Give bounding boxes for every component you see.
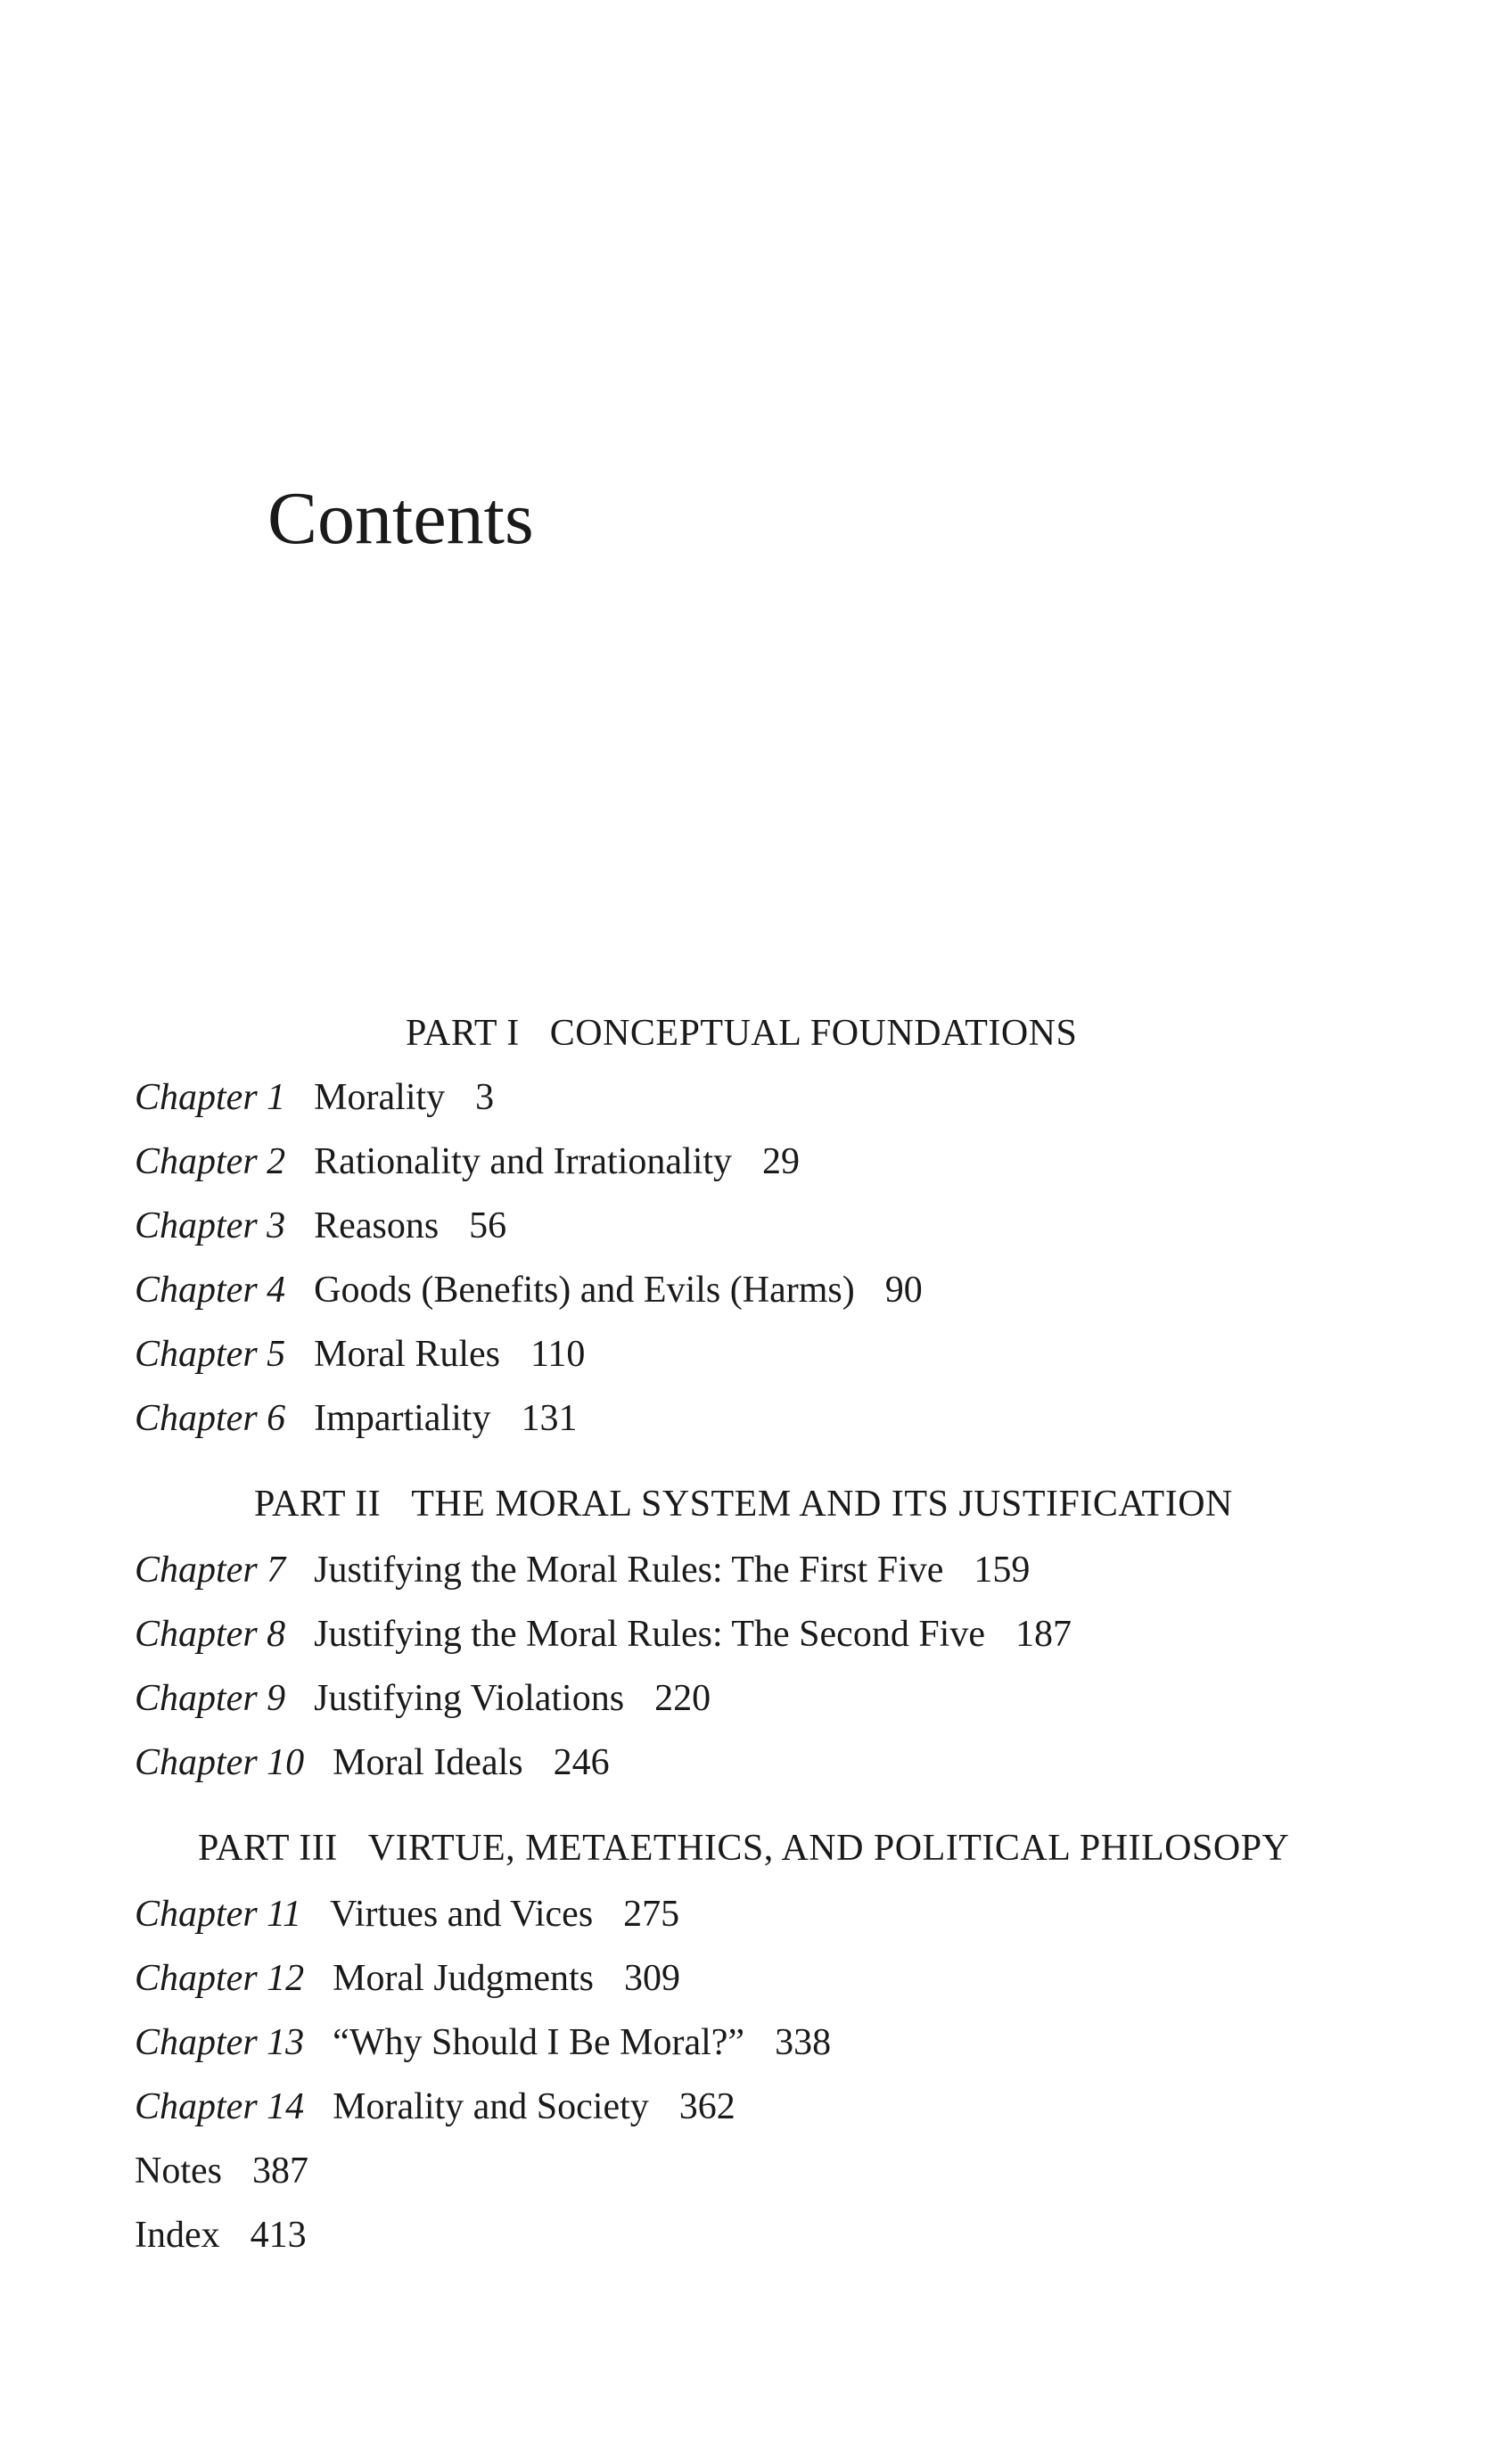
chapter-label: Chapter 2 bbox=[135, 1141, 286, 1182]
chapter-title: Justifying the Moral Rules: The Second Five bbox=[314, 1614, 985, 1655]
toc-entry-chapter-3[interactable] bbox=[135, 1207, 506, 1245]
chapter-label: Chapter 11 bbox=[135, 1894, 302, 1935]
chapter-title: Impartiality bbox=[314, 1398, 491, 1439]
chapter-title: Justifying Violations bbox=[314, 1678, 625, 1719]
toc-entry-chapter-11[interactable] bbox=[135, 1896, 679, 1933]
chapter-label: Chapter 9 bbox=[135, 1678, 286, 1719]
page-number: 131 bbox=[521, 1398, 578, 1439]
toc-entry-chapter-5[interactable] bbox=[135, 1336, 585, 1373]
chapter-title: Moral Rules bbox=[314, 1334, 500, 1375]
chapter-title: Moral Judgments bbox=[333, 1958, 594, 1999]
page-number: 413 bbox=[250, 2215, 307, 2256]
chapter-title: “Why Should I Be Moral?” bbox=[333, 2022, 745, 2063]
chapter-label: Chapter 1 bbox=[135, 1077, 286, 1118]
back-matter-title: Index bbox=[135, 2215, 220, 2256]
part-title: THE MORAL SYSTEM AND ITS JUSTIFICATION bbox=[411, 1484, 1233, 1525]
toc-entry-chapter-2[interactable] bbox=[135, 1143, 800, 1180]
part-heading-1 bbox=[406, 1015, 1077, 1052]
page-title: Contents bbox=[267, 477, 534, 560]
part-heading-2 bbox=[254, 1485, 1233, 1523]
chapter-label: Chapter 4 bbox=[135, 1270, 286, 1311]
toc-entry-chapter-7[interactable] bbox=[135, 1551, 1030, 1589]
page-number: 110 bbox=[530, 1334, 586, 1375]
page-number: 246 bbox=[553, 1742, 610, 1783]
page-number: 309 bbox=[623, 1958, 680, 1999]
page-number: 387 bbox=[252, 2151, 308, 2192]
chapter-label: Chapter 3 bbox=[135, 1205, 286, 1246]
page-number: 187 bbox=[1015, 1614, 1072, 1655]
toc-entry-index[interactable] bbox=[135, 2216, 307, 2254]
page-number: 159 bbox=[974, 1550, 1031, 1591]
page-number: 56 bbox=[469, 1205, 507, 1246]
chapter-title: Justifying the Moral Rules: The First Five bbox=[314, 1550, 944, 1591]
chapter-title: Moral Ideals bbox=[333, 1742, 523, 1783]
chapter-label: Chapter 5 bbox=[135, 1334, 286, 1375]
page-number: 275 bbox=[623, 1894, 680, 1935]
toc-entry-chapter-8[interactable] bbox=[135, 1616, 1072, 1653]
part-number: PART II bbox=[254, 1484, 382, 1525]
part-title: CONCEPTUAL FOUNDATIONS bbox=[549, 1013, 1078, 1054]
chapter-label: Chapter 14 bbox=[135, 2086, 305, 2127]
chapter-title: Rationality and Irrationality bbox=[314, 1141, 733, 1182]
toc-entry-chapter-12[interactable] bbox=[135, 1960, 680, 1997]
toc-entry-chapter-10[interactable] bbox=[135, 1744, 610, 1781]
chapter-title: Reasons bbox=[314, 1205, 440, 1246]
page-number: 338 bbox=[775, 2022, 832, 2063]
toc-entry-notes[interactable] bbox=[135, 2152, 308, 2190]
chapter-label: Chapter 7 bbox=[135, 1550, 286, 1591]
chapter-label: Chapter 12 bbox=[135, 1958, 305, 1999]
back-matter-title: Notes bbox=[135, 2151, 222, 2192]
toc-entry-chapter-1[interactable] bbox=[135, 1079, 494, 1116]
chapter-title: Goods (Benefits) and Evils (Harms) bbox=[314, 1270, 855, 1311]
chapter-title: Morality and Society bbox=[333, 2086, 649, 2127]
chapter-title: Morality bbox=[314, 1077, 446, 1118]
part-number: PART I bbox=[406, 1013, 520, 1054]
part-heading-3 bbox=[198, 1830, 1289, 1867]
toc-entry-chapter-6[interactable] bbox=[135, 1400, 577, 1437]
page-number: 3 bbox=[475, 1077, 495, 1118]
page-number: 220 bbox=[654, 1678, 711, 1719]
toc-entry-chapter-4[interactable] bbox=[135, 1271, 923, 1309]
page-number: 362 bbox=[678, 2086, 735, 2127]
chapter-label: Chapter 8 bbox=[135, 1614, 286, 1655]
part-number: PART III bbox=[198, 1828, 338, 1869]
chapter-title: Virtues and Vices bbox=[330, 1894, 594, 1935]
toc-entry-chapter-13[interactable] bbox=[135, 2024, 831, 2061]
chapter-label: Chapter 13 bbox=[135, 2022, 305, 2063]
toc-entry-chapter-14[interactable] bbox=[135, 2088, 735, 2126]
page-number: 29 bbox=[762, 1141, 801, 1182]
toc-entry-chapter-9[interactable] bbox=[135, 1680, 711, 1717]
part-title: VIRTUE, METAETHICS, AND POLITICAL PHILOSOPY bbox=[367, 1828, 1290, 1869]
chapter-label: Chapter 6 bbox=[135, 1398, 286, 1439]
page-number: 90 bbox=[884, 1270, 923, 1311]
chapter-label: Chapter 10 bbox=[135, 1742, 305, 1783]
